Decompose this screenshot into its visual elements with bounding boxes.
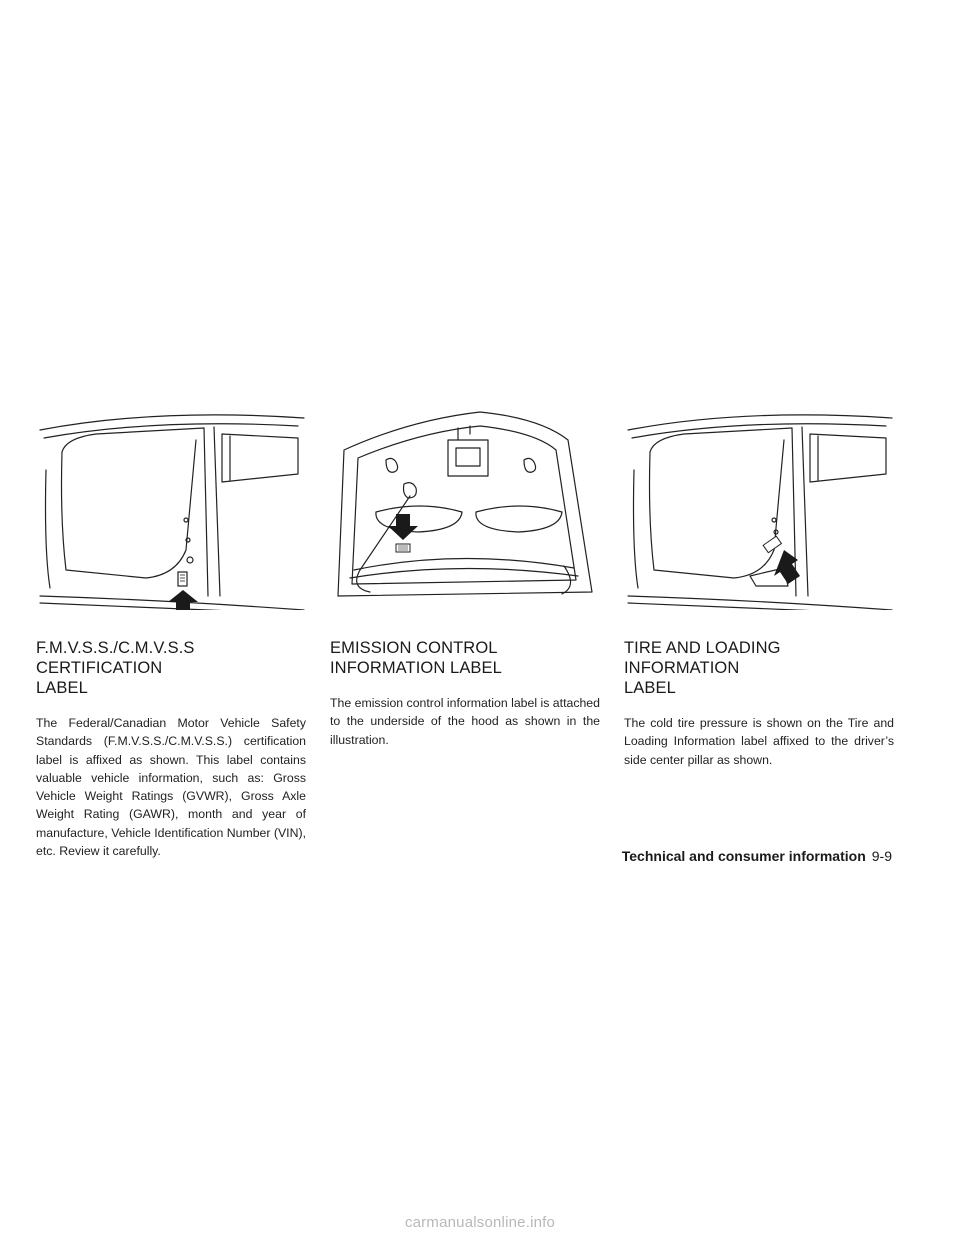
heading-line: LABEL <box>36 679 88 697</box>
arrow-up-icon <box>168 590 198 610</box>
heading-line: F.M.V.S.S./C.M.V.S.S CERTIFICATION <box>36 639 195 677</box>
arrow-down-icon <box>388 514 418 540</box>
section-heading <box>624 638 894 698</box>
section-certification-label <box>36 400 306 860</box>
section-body: The emission control information label is attached to the underside of the hood as shown in the illustration. <box>330 696 600 747</box>
section-tire-loading-label <box>624 400 894 769</box>
section-heading <box>330 638 600 678</box>
hood-underside-illustration <box>330 400 600 610</box>
center-pillar-illustration <box>624 400 894 610</box>
page-number: 9-9 <box>871 848 892 864</box>
section-emission-label <box>330 400 600 749</box>
door-jamb-illustration <box>36 400 306 610</box>
heading-line: LABEL <box>624 679 676 697</box>
section-heading <box>36 638 306 698</box>
section-body: The cold tire pressure is shown on the Tire and Loading Information label affixed to the driver’s side center pillar as shown. <box>624 716 894 767</box>
heading-line: INFORMATION LABEL <box>330 659 502 677</box>
page-footer <box>622 848 892 864</box>
section-body: The Federal/Canadian Motor Vehicle Safety Standards (F.M.V.S.S./C.M.V.S.S.) certification label is affixed as shown. This label contains valuable vehicle information, such as: Gross Vehicle Weight Ratings (GVWR), Gross Axle Weight Rating (GAWR), month and year of manufacture, Vehicle Identification Number (VIN), etc. Review it carefully. <box>36 716 306 859</box>
emission-label-figure <box>330 400 600 610</box>
tire-label-figure <box>624 400 894 610</box>
heading-line: EMISSION CONTROL <box>330 639 498 657</box>
heading-line: TIRE AND LOADING INFORMATION <box>624 639 781 677</box>
certification-label-figure <box>36 400 306 610</box>
footer-section-title: Technical and consumer information <box>621 848 866 864</box>
watermark-text: carmanualsonline.info <box>404 1214 556 1231</box>
